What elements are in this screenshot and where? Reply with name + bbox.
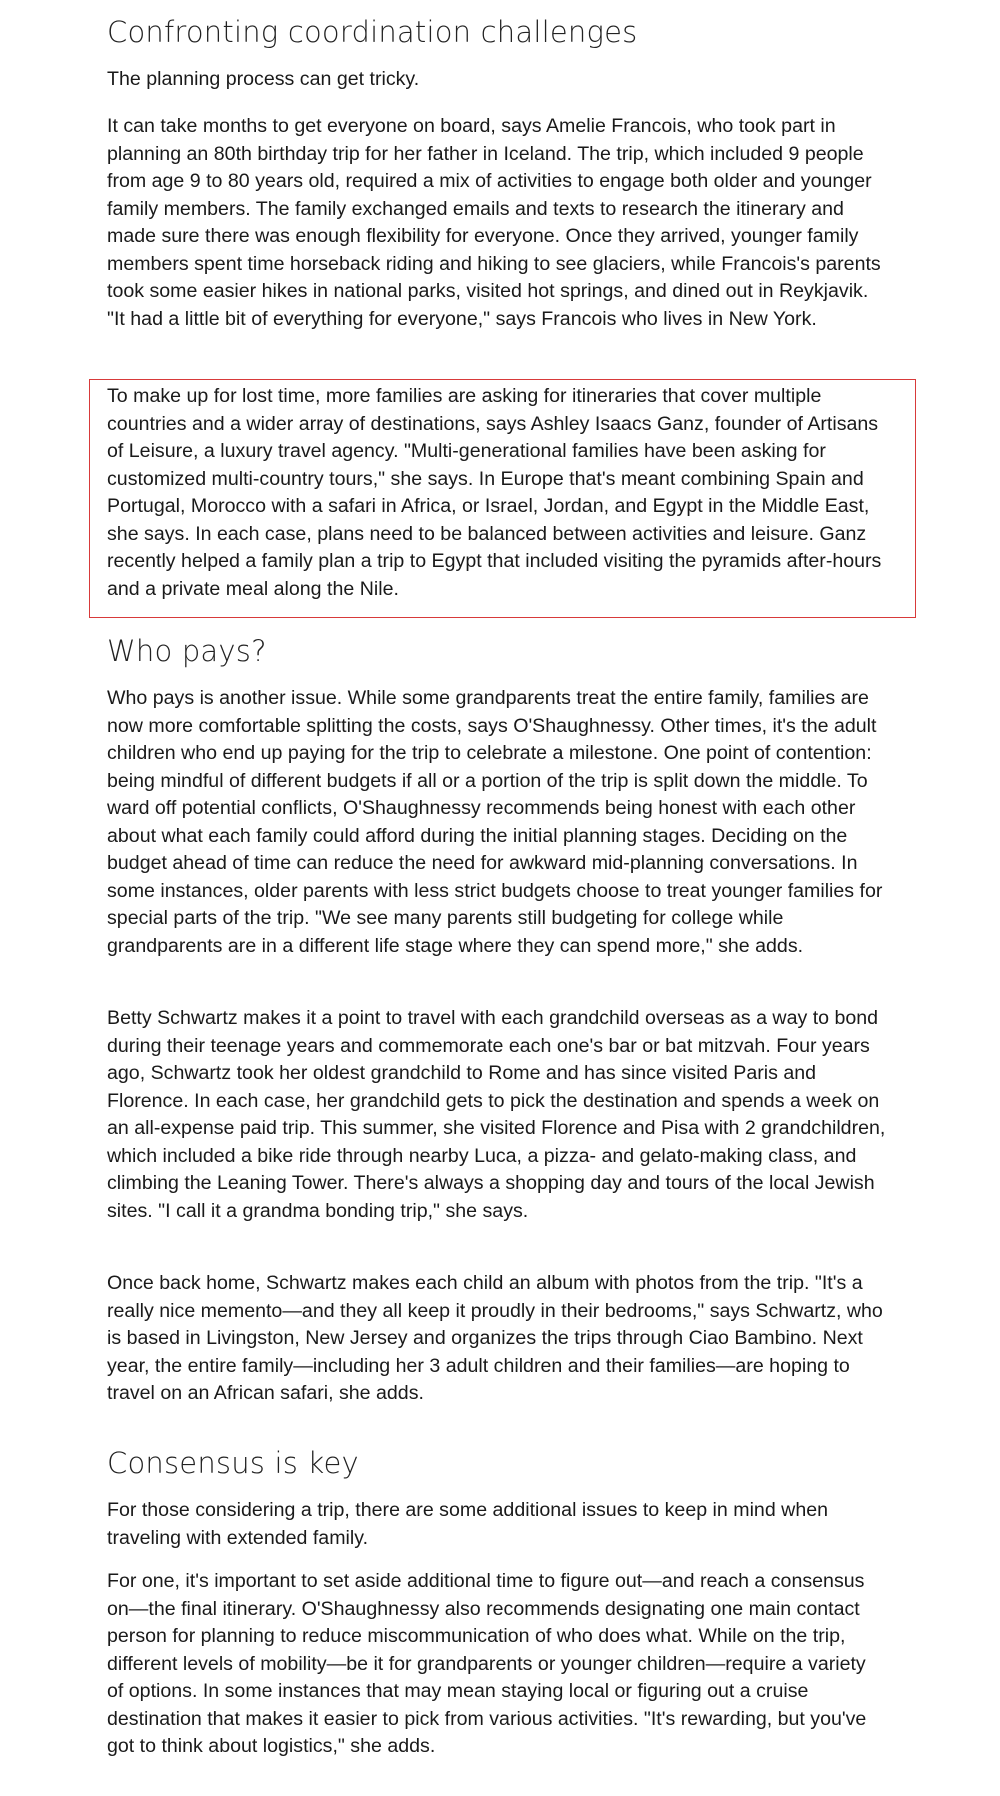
paragraph: It can take months to get everyone on board, says Amelie Francois, who took part in planning an 80th birthday trip for her father in Iceland. The trip, which included 9 people from age 9 to 80 years old, required a mix of activities to engage both older and younger family members. The family exchanged emails and texts to research the itinerary and made sure there was enough flexibility for everyone. Once they arrived, younger family members spent time horseback riding and hiking to see glaciers, while Francois's parents took some easier hikes in national parks, visited hot springs, and dined out in Reykjavik. "It had a little bit of everything for everyone," says Francois who lives in New York. bbox=[107, 115, 881, 330]
paragraph: Who pays is another issue. While some grandparents treat the entire family, families are now more comfortable splitting the costs, says O'Shaughnessy. Other times, it's the adult children who end up paying for the trip to celebrate a milestone. One point of contention: being mindful of different budgets if all or a portion of the trip is split down the middle. To ward off potential conflicts, O'Shaughnessy recommends being honest with each other about what each family could afford during the initial planning stages. Deciding on the budget ahead of time can reduce the need for awkward mid-planning conversations. In some instances, older parents with less strict budgets choose to treat younger families for special parts of the trip. "We see many parents still budgeting for college while grandparents are in a different life stage where they can spend more," she adds. bbox=[107, 687, 883, 957]
section-heading-coordination: Confronting coordination challenges bbox=[107, 15, 638, 49]
paragraph: For those considering a trip, there are some additional issues to keep in mind when traveling with extended family. bbox=[107, 1499, 829, 1549]
paragraph: Betty Schwartz makes it a point to travel with each grandchild overseas as a way to bond during their teenage years and commemorate each one's bar or bat mitzvah. Four years ago, Schwartz took her oldest grandchild to Rome and has since visited Paris and Florence. In each case, her grandchild gets to pick the destination and spends a week on an all-expense paid trip. This summer, she visited Florence and Pisa with 2 grandchildren, which included a bike ride through nearby Luca, a pizza- and gelato-making class, and climbing the Leaning Tower. There's always a shopping day and tours of the local Jewish sites. "I call it a grandma bonding trip," she says. bbox=[107, 1007, 886, 1222]
paragraph: The planning process can get tricky. bbox=[107, 68, 420, 90]
section-heading-who-pays: Who pays? bbox=[107, 634, 267, 668]
paragraph: For one, it's important to set aside additional time to figure out—and reach a consensus on—the final itinerary. O'Shaughnessy also recommends designating one main contact person for planning to reduce miscommunication of who does what. While on the trip, different levels of mobility—be it for grandparents or younger children—require a variety of options. In some instances that may mean staying local or figuring out a cruise destination that makes it easier to pick from various activities. "It's rewarding, but you've got to think about logistics," she adds. bbox=[107, 1570, 867, 1757]
highlighted-paragraph: To make up for lost time, more families are asking for itineraries that cover multiple countries and a wider array of destinations, says Ashley Isaacs Ganz, founder of Artisans of Leisure, a luxury travel agency. "Multi-generational families have been asking for customized multi-country tours," she says. In Europe that's meant combining Spain and Portugal, Morocco with a safari in Africa, or Israel, Jordan, and Egypt in the Middle East, she says. In each case, plans need to be balanced between activities and leisure. Ganz recently helped a family plan a trip to Egypt that included visiting the pyramids after-hours and a private meal along the Nile. bbox=[107, 385, 882, 600]
section-heading-consensus: Consensus is key bbox=[107, 1446, 359, 1480]
paragraph: Once back home, Schwartz makes each child an album with photos from the trip. "It's a really nice memento—and they all keep it proudly in their bedrooms," says Schwartz, who is based in Livingston, New Jersey and organizes the trips through Ciao Bambino. Next year, the entire family—including her 3 adult children and their families—are hoping to travel on an African safari, she adds. bbox=[107, 1272, 883, 1404]
